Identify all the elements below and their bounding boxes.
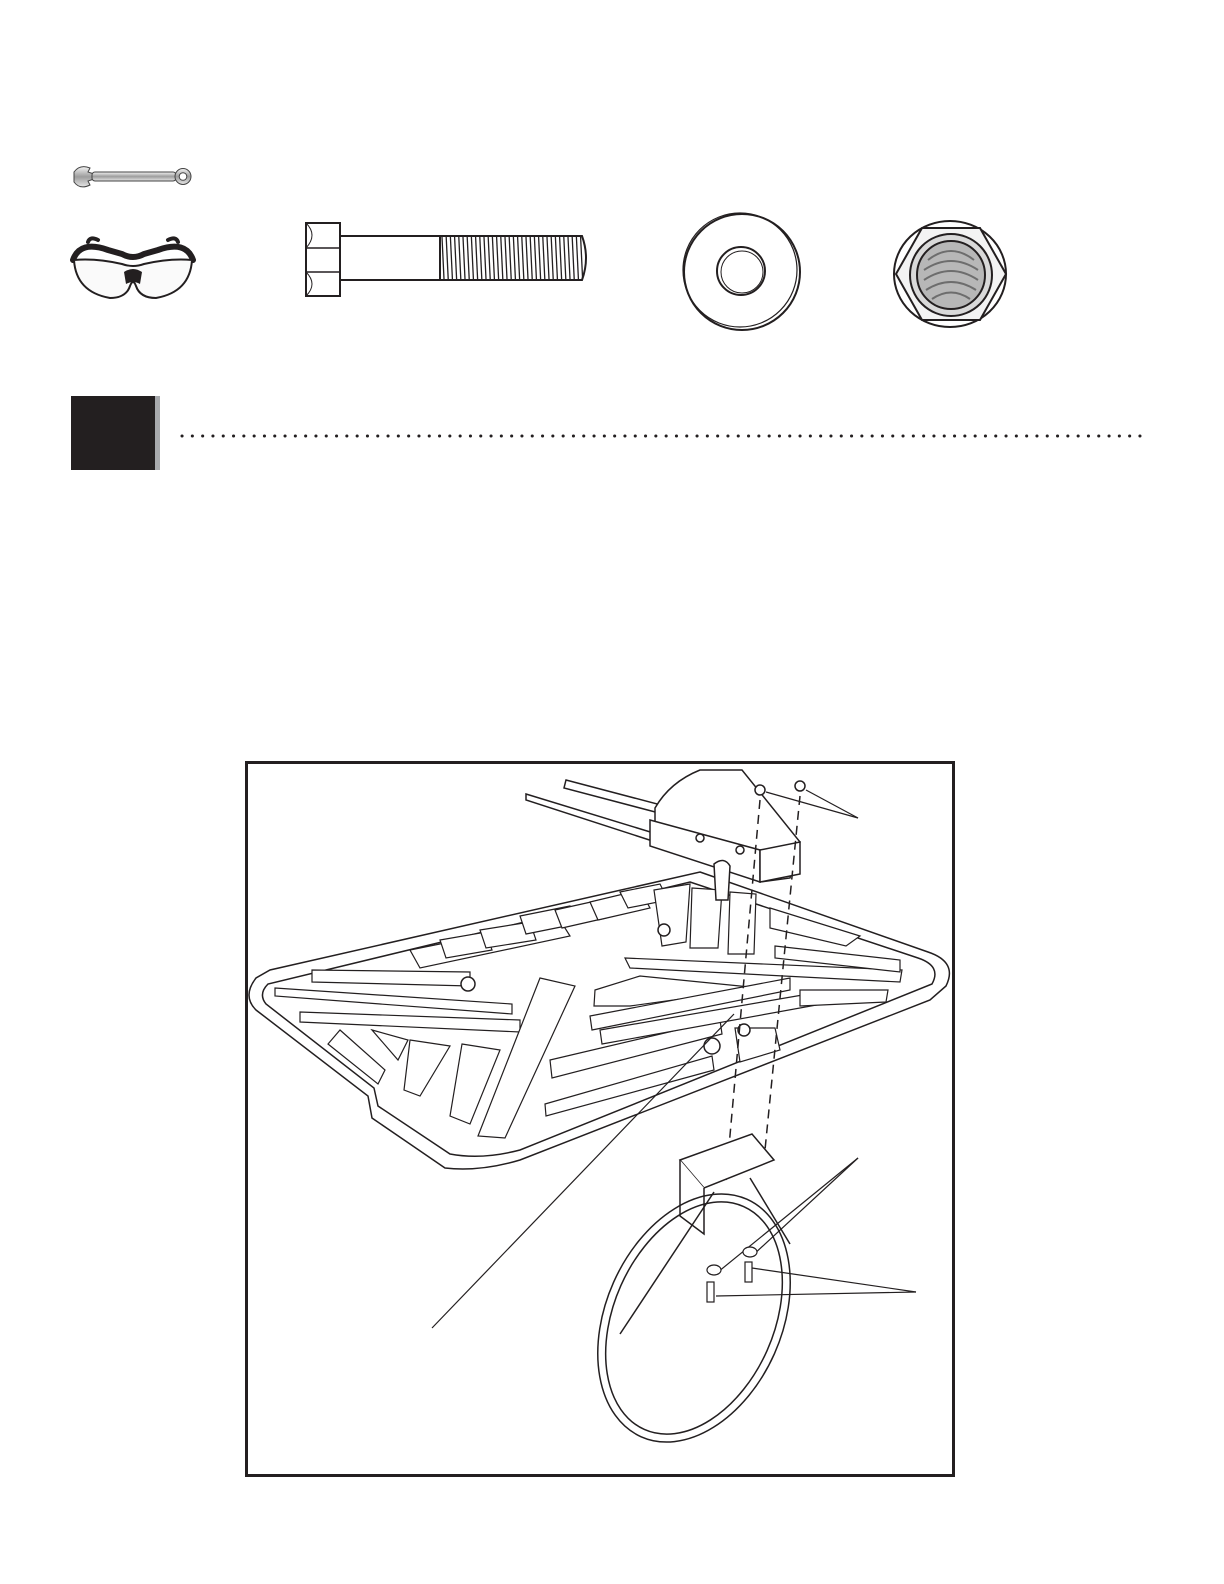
safety-glasses-icon [70,234,196,302]
backboard [249,872,949,1169]
assembly-illustration [248,764,952,1474]
wrench-icon [70,160,194,194]
hex-bolt-icon [304,220,594,300]
lock-nut-icon [892,218,1010,330]
flat-washer-icon [680,210,804,334]
rim [561,1134,828,1473]
step-divider [180,433,1145,439]
step-number [71,396,155,470]
assembly-diagram [245,761,955,1477]
